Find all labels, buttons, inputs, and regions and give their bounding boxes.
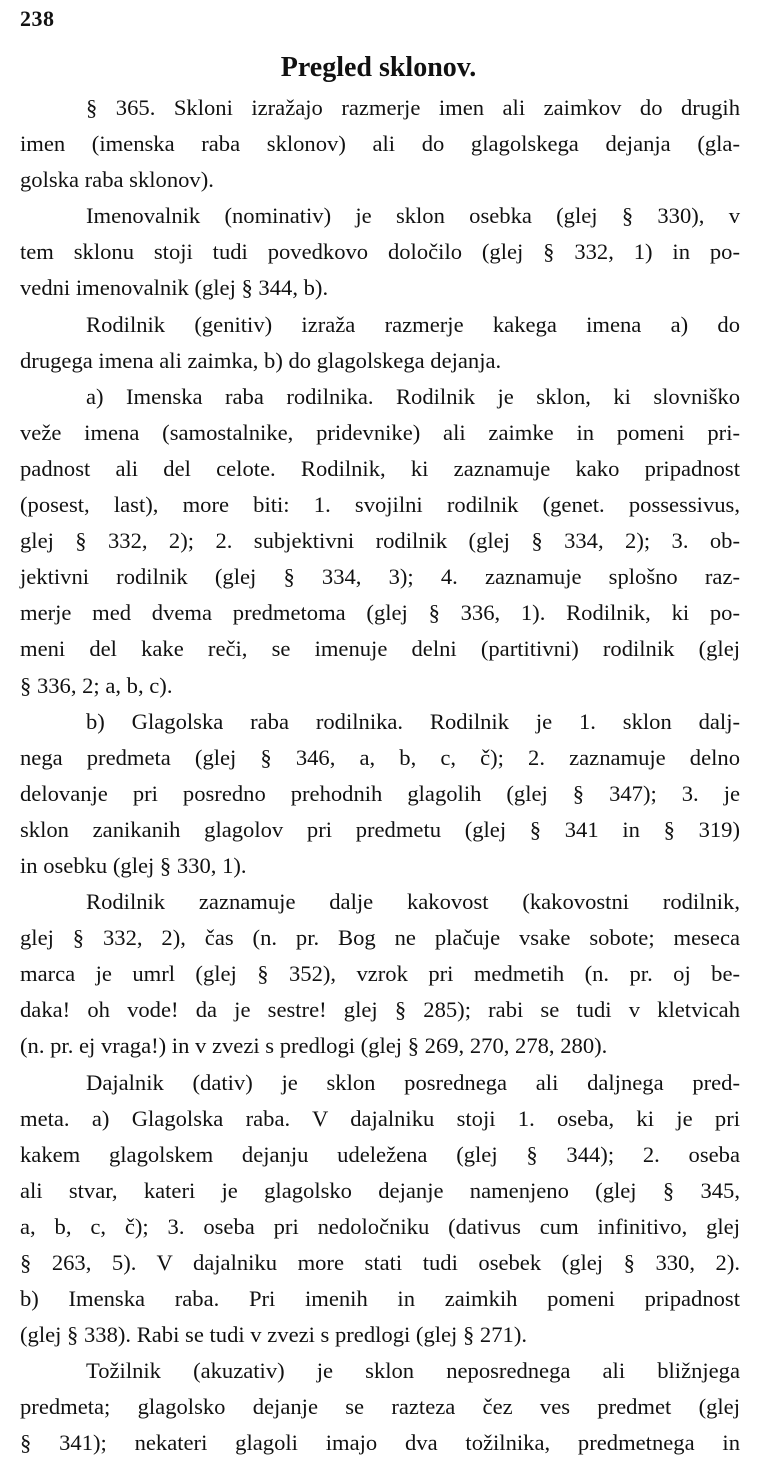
text-line: padnost ali del celote. Rodilnik, ki zaznamuje kako pripadnost: [20, 455, 740, 481]
text-line: Imenovalnik (nominativ) je sklon osebka (glej § 330), v: [86, 203, 740, 229]
text-line: veže imena (samostalnike, pridevnike) ali zaimke in pomeni pri-: [20, 419, 740, 445]
text-line: Rodilnik (genitiv) izraža razmerje kakega imena a) do: [86, 311, 740, 337]
text-line: § 341); nekateri glagoli imajo dva tožilnika, predmetnega in: [20, 1430, 740, 1456]
text-line: b) Imenska raba. Pri imenih in zaimkih pomeni pripadnost: [20, 1286, 740, 1312]
text-line: § 336, 2; a, b, c).: [20, 672, 173, 698]
text-line: Rodilnik zaznamuje dalje kakovost (kakovostni rodilnik,: [86, 889, 740, 915]
text-line: golska raba sklonov).: [20, 167, 214, 193]
text-line: glej § 332, 2), čas (n. pr. Bog ne plačuje vsake sobote; meseca: [20, 925, 740, 951]
text-line: § 263, 5). V dajalniku more stati tudi osebek (glej § 330, 2).: [20, 1250, 740, 1275]
text-line: imen (imenska raba sklonov) ali do glagolskega dejanja (gla-: [20, 131, 740, 157]
text-line: drugega imena ali zaimka, b) do glagolskega dejanja.: [20, 347, 502, 373]
text-line: marca je umrl (glej § 352), vzrok pri medmetih (n. pr. oj be-: [20, 961, 740, 987]
text-line: in osebku (glej § 330, 1).: [20, 852, 247, 878]
text-line: merje med dvema predmetoma (glej § 336, 1). Rodilnik, ki po-: [20, 600, 740, 626]
text-line: vedni imenovalnik (glej § 344, b).: [20, 275, 329, 301]
text-line: (glej § 338). Rabi se tudi v zvezi s predlogi (glej § 271).: [20, 1322, 527, 1348]
text-line: § 365. Skloni izražajo razmerje imen ali zaimkov do drugih: [86, 95, 740, 120]
section-title: Pregled sklonov.: [280, 52, 477, 83]
text-line: predmeta; glagolsko dejanje se razteza čez ves predmet (glej: [20, 1394, 740, 1420]
text-line: Tožilnik (akuzativ) je sklon neposrednega ali bližnjega: [86, 1358, 740, 1384]
text-line: Dajalnik (dativ) je sklon posrednega ali daljnega pred-: [86, 1069, 740, 1095]
page-number: 238: [20, 6, 55, 31]
text-line: sklon zanikanih glagolov pri predmetu (glej § 341 in § 319): [20, 816, 740, 842]
text-line: ali stvar, kateri je glagolsko dejanje namenjeno (glej § 345,: [20, 1177, 740, 1203]
text-line: glej § 332, 2); 2. subjektivni rodilnik (glej § 334, 2); 3. ob-: [20, 528, 740, 554]
body-text: [20, 90, 740, 1462]
text-line: (posest, last), more biti: 1. svojilni rodilnik (genet. possessivus,: [20, 492, 740, 518]
text-line: meta. a) Glagolska raba. V dajalniku stoji 1. oseba, ki je pri: [20, 1105, 740, 1131]
text-line: a) Imenska raba rodilnika. Rodilnik je sklon, ki slovniško: [86, 383, 740, 409]
text-line: tem sklonu stoji tudi povedkovo določilo (glej § 332, 1) in po-: [20, 239, 740, 265]
text-line: b) Glagolska raba rodilnika. Rodilnik je 1. sklon dalj-: [86, 708, 740, 734]
text-line: daka! oh vode! da je sestre! glej § 285); rabi se tudi v kletvicah: [20, 997, 740, 1023]
text-line: jektivni rodilnik (glej § 334, 3); 4. zaznamuje splošno raz-: [20, 564, 740, 590]
text-line: (n. pr. ej vraga!) in v zvezi s predlogi (glej § 269, 270, 278, 280).: [20, 1033, 608, 1059]
text-line: meni del kake reči, se imenuje delni (partitivni) rodilnik (glej: [20, 636, 740, 662]
text-line: kakem glagolskem dejanju udeležena (glej § 344); 2. oseba: [20, 1141, 740, 1167]
text-line: nega predmeta (glej § 346, a, b, c, č); 2. zaznamuje delno: [20, 744, 740, 770]
text-line: delovanje pri posredno prehodnih glagolih (glej § 347); 3. je: [20, 780, 740, 806]
text-line: a, b, c, č); 3. oseba pri nedoločniku (dativus cum infinitivo, glej: [20, 1213, 740, 1239]
